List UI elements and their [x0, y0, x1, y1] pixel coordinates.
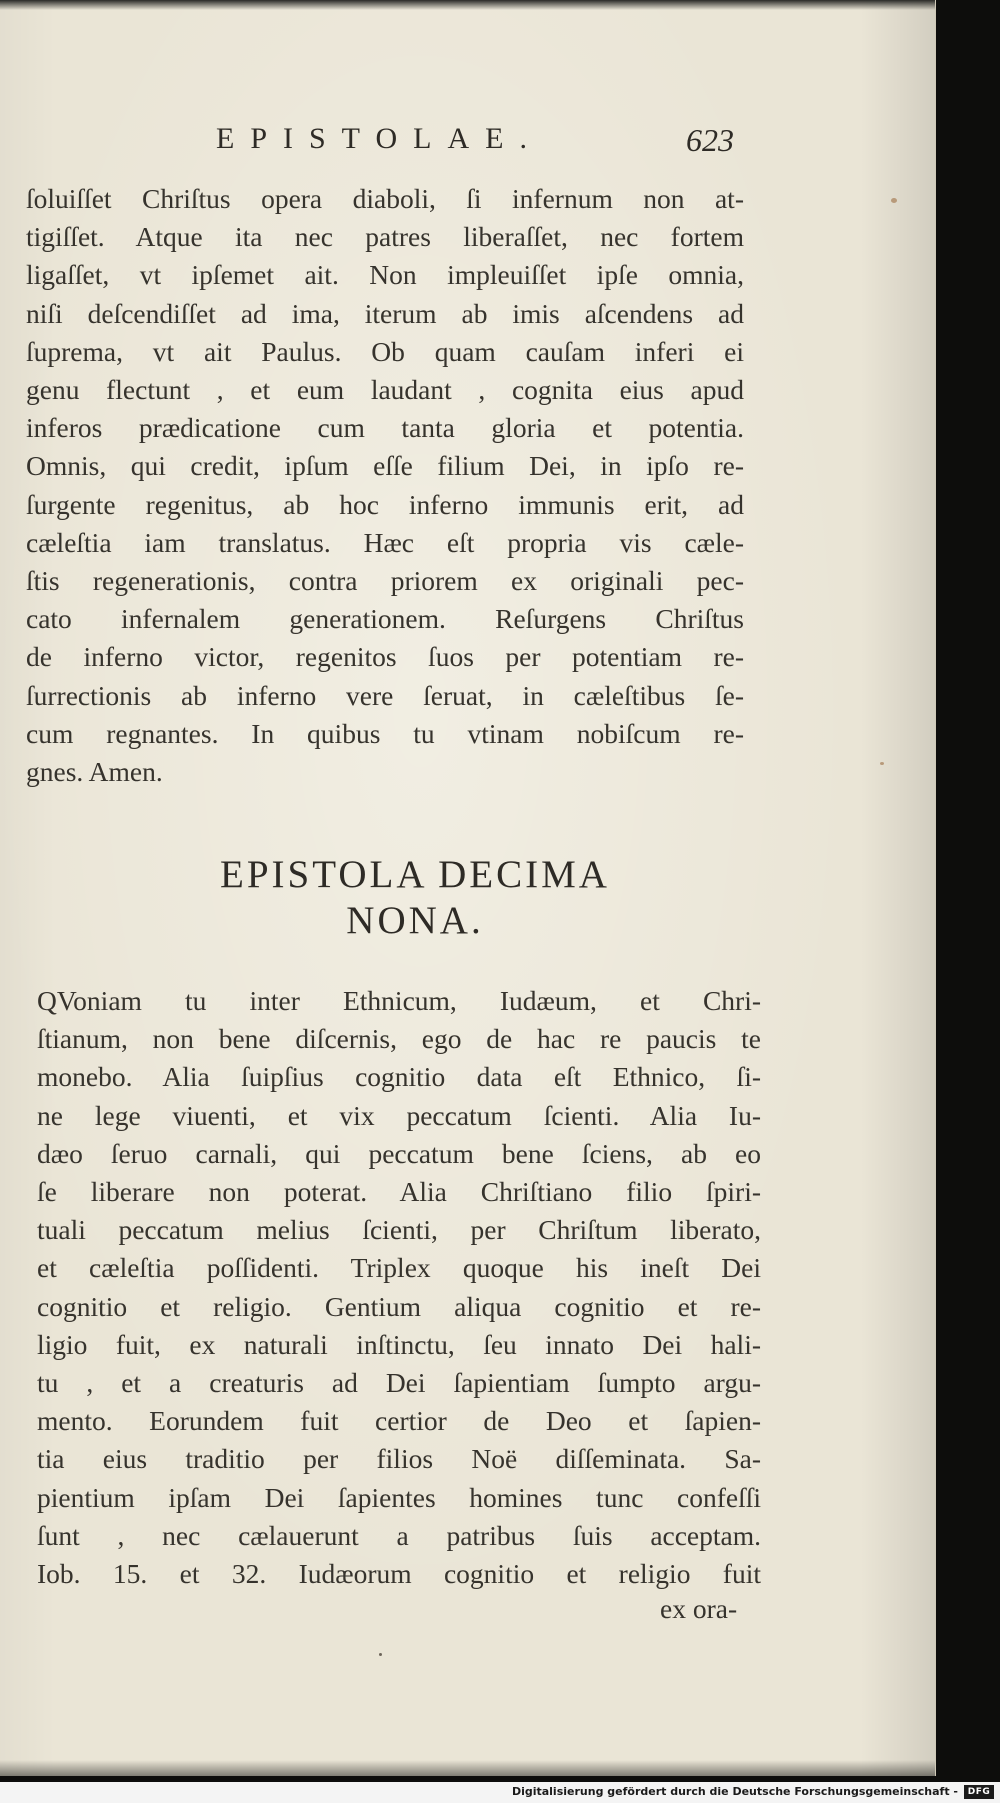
text-line: niſi deſcendiſſet ad ima, iterum ab imis aſcendens ad [26, 297, 744, 329]
text-line: de inferno victor, regenitos ſuos per potentiam re- [26, 641, 744, 673]
text-line: genu flectunt , et eum laudant , cognita eius apud [26, 374, 744, 406]
text-line: cum regnantes. In quibus tu vtinam nobiſcum re- [26, 717, 744, 749]
text-line: ſe liberare non poterat. Alia Chriſtiano filio ſpiri- [37, 1176, 761, 1208]
text-line: ſtianum, non bene diſcernis, ego de hac re paucis te [37, 1023, 761, 1055]
text-line: cæleſtia iam translatus. Hæc eſt propria vis cæle- [26, 526, 744, 558]
text-line: monebo. Alia ſuipſius cognitio data eſt Ethnico, ſi- [37, 1061, 761, 1093]
paragraph-1 [26, 180, 744, 791]
footer-bar [0, 1782, 1000, 1803]
heading-line: NONA. [346, 899, 484, 942]
paper-speck [891, 198, 897, 203]
text-line: Omnis, qui credit, ipſum eſſe filium Dei, in ipſo re- [26, 450, 744, 482]
dfg-logo-icon: DFG [964, 1785, 994, 1799]
text-line: ſurgente regenitus, ab hoc inferno immunis erit, ad [26, 488, 744, 520]
text-line: tuali peccatum melius ſcienti, per Chriſtum liberato, [37, 1214, 761, 1246]
running-title: EPISTOLAE. [216, 122, 543, 155]
text-line: et cæleſtia poſſidenti. Triplex quoque his ineſt Dei [37, 1252, 761, 1284]
text-line: tu , et a creaturis ad Dei ſapientiam ſumpto argu- [37, 1367, 761, 1399]
text-line: QVoniam tu inter Ethnicum, Iudæum, et Chri- [37, 985, 761, 1016]
text-line: ſurrectionis ab inferno vere ſeruat, in cæleſtibus ſe- [26, 679, 744, 711]
section-heading [0, 852, 800, 944]
text-line: ligaſſet, vt ipſemet ait. Non impleuiſſet ipſe omnia, [26, 259, 744, 291]
text-line: cognitio et religio. Gentium aliqua cognitio et re- [37, 1290, 761, 1322]
page-number: 623 [686, 122, 734, 158]
text-line: Iob. 15. et 32. Iudæorum cognitio et religio fuit [37, 1558, 761, 1590]
running-head [0, 118, 935, 162]
text-line: ne lege viuenti, et vix peccatum ſcienti. Alia Iu- [37, 1099, 761, 1131]
page-bottom-shadow [0, 1760, 935, 1776]
heading-line: EPISTOLA DECIMA [220, 853, 610, 896]
text-line: dæo ſeruo carnali, qui peccatum bene ſciens, ab eo [37, 1137, 761, 1169]
paragraph-2 [37, 982, 761, 1593]
text-line: mento. Eorundem fuit certior de Deo et ſapien- [37, 1405, 761, 1437]
text-line: ſtis regenerationis, contra priorem ex originali pec- [26, 565, 744, 597]
text-line: ſunt , nec cælauerunt a patribus ſuis acceptam. [37, 1519, 761, 1551]
text-line: pientium ipſam Dei ſapientes homines tunc confeſſi [37, 1481, 761, 1513]
page-top-shadow [0, 0, 935, 10]
text-line: ſoluiſſet Chriſtus opera diaboli, ſi infernum non at- [26, 183, 744, 214]
paper-speck [379, 1653, 382, 1656]
text-line: tia eius traditio per filios Noë diſſeminata. Sa- [37, 1443, 761, 1475]
text-line: cato infernalem generationem. Reſurgens Chriſtus [26, 603, 744, 635]
catchword: ex ora- [660, 1593, 738, 1624]
footer-credit: Digitalisierung gefördert durch die Deutsche Forschungsgemeinschaft - [511, 1785, 958, 1798]
text-line: gnes. Amen. [26, 756, 163, 788]
paper-speck [880, 762, 884, 765]
text-line: tigiſſet. Atque ita nec patres liberaſſet, nec fortem [26, 221, 744, 253]
text-line: ligio fuit, ex naturali inſtinctu, ſeu innato Dei hali- [37, 1328, 761, 1360]
text-line: ſuprema, vt ait Paulus. Ob quam cauſam inferi ei [26, 335, 744, 367]
text-line: inferos prædicatione cum tanta gloria et potentia. [26, 412, 744, 444]
